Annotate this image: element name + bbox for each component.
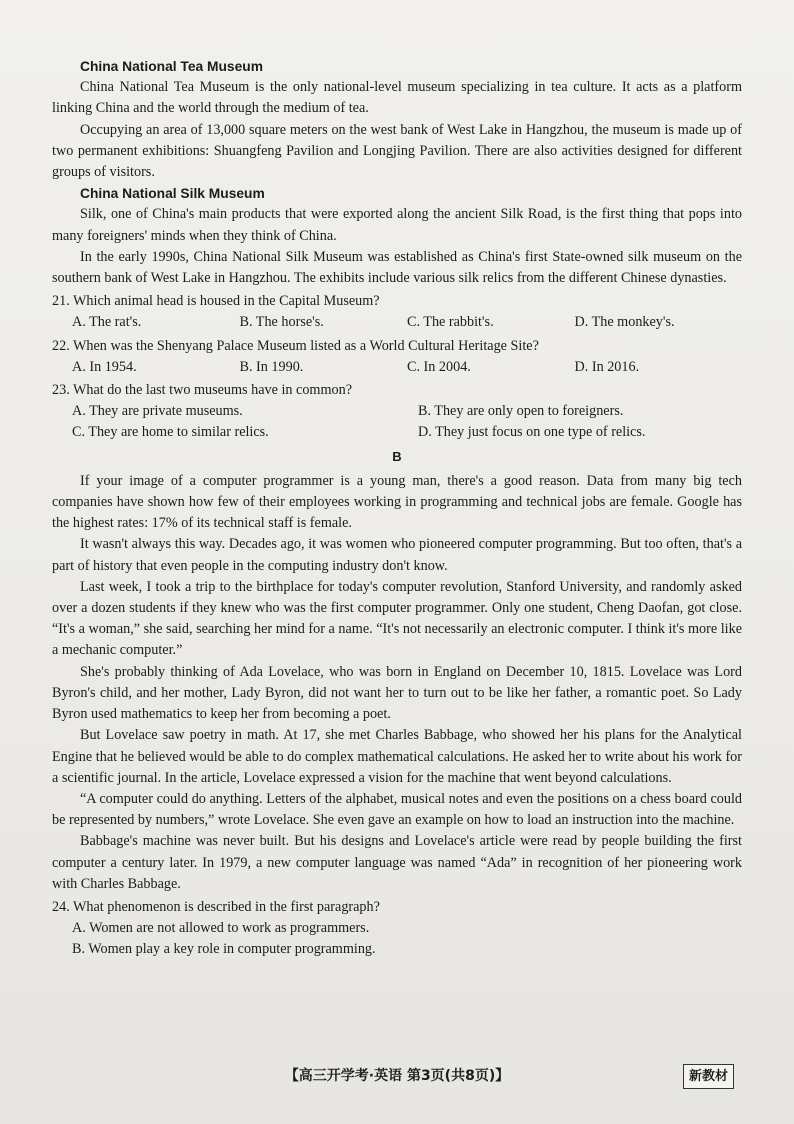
option-a: A. In 1954. <box>72 358 137 375</box>
option-b: B. They are only open to foreigners. <box>418 403 624 420</box>
paragraph: Last week, I took a trip to the birthplace for today's computer revolution, Stanford University, and randomly asked over a dozen students if they knew who was the first computer programmer. Only one student, Cheng Daofan, got close. “It's a woman,” she said, searching her mind for a name. “It's not necessarily an electronic computer. I think it's more like a mechanic computer.” <box>52 578 742 659</box>
paragraph: Silk, one of China's main products that were exported along the ancient Silk Road, is the first thing that pops into many foreigners' minds when they think of China. <box>52 206 742 244</box>
option-b: B. Women play a key role in computer programming. <box>72 941 376 958</box>
question-24: 24. What phenomenon is described in the first paragraph? <box>52 898 380 915</box>
paragraph: Babbage's machine was never built. But his designs and Lovelace's article were read by people building the first computer a century later. In 1979, a new computer language was named “Ada” in recognition of her pioneering work with Charles Babbage. <box>52 833 742 892</box>
paragraph: China National Tea Museum is the only national-level museum specializing in tea culture. It acts as a platform linking China and the world through the medium of tea. <box>52 79 742 117</box>
option-c: C. The rabbit's. <box>407 314 494 331</box>
question-21: 21. Which animal head is housed in the Capital Museum? <box>52 293 380 310</box>
section-label-b: B <box>392 448 402 464</box>
option-c: C. They are home to similar relics. <box>72 424 269 441</box>
option-d: D. The monkey's. <box>574 314 675 331</box>
options-23 <box>72 401 742 443</box>
option-b: B. In 1990. <box>239 358 304 375</box>
paragraph: In the early 1990s, China National Silk Museum was established as China's first State-owned silk museum on the southern bank of West Lake in Hangzhou. The exhibits include various silk relics from the different Chinese dynasties. <box>52 248 742 287</box>
options-22 <box>72 357 742 378</box>
heading-silk-museum: China National Silk Museum <box>80 186 265 202</box>
paragraph: But Lovelace saw poetry in math. At 17, she met Charles Babbage, who showed her his plans for the Analytical Engine that he believed would be able to do complex mathematical calculations. He asked her to write about his work for a scientific journal. In the article, Lovelace expressed a vision for the machine that went beyond calculations. <box>52 727 742 786</box>
paragraph: Occupying an area of 13,000 square meters on the west bank of West Lake in Hangzhou, the museum is made up of two permanent exhibitions: Shuangfeng Pavilion and Longjing Pavilion. There are also activities designed for different groups of visitors. <box>52 121 742 181</box>
question-22: 22. When was the Shenyang Palace Museum listed as a World Cultural Heritage Site? <box>52 337 539 354</box>
page-footer: 【高三开学考·英语 第3页(共8页)】 <box>284 1068 510 1084</box>
paragraph: “A computer could do anything. Letters of the alphabet, musical notes and even the positions on a chess board could be represented by numbers,” wrote Lovelace. She even gave an example on how to load an instruction into the machine. <box>52 790 742 829</box>
option-a: A. The rat's. <box>72 314 142 331</box>
paragraph: She's probably thinking of Ada Lovelace, who was born in England on December 10, 1815. Lovelace was Lord Byron's child, and her mother, Lady Byron, did not want her to turn out to be like her father, a romantic poet. So Lady Byron used mathematics to keep her from becoming a poet. <box>52 663 742 723</box>
option-a: A. Women are not allowed to work as programmers. <box>72 920 370 937</box>
options-21 <box>72 312 742 333</box>
paragraph: It wasn't always this way. Decades ago, it was women who pioneered computer programming. But too often, that's a part of history that even people in the computing industry don't know. <box>52 536 742 574</box>
option-d: D. They just focus on one type of relics. <box>418 424 646 441</box>
option-a: A. They are private museums. <box>72 403 243 420</box>
option-c: C. In 2004. <box>407 358 471 375</box>
heading-tea-museum: China National Tea Museum <box>80 59 263 74</box>
new-textbook-badge: 新教材 <box>683 1064 734 1089</box>
paragraph: If your image of a computer programmer is a young man, there's a good reason. Data from many big tech companies have shown how few of their employees working in programming and technical jobs are female. Google has the highest rates: 17% of its technical staff is female. <box>52 472 742 532</box>
option-b: B. The horse's. <box>239 314 324 331</box>
question-23: 23. What do the last two museums have in common? <box>52 382 352 399</box>
option-d: D. In 2016. <box>574 358 640 375</box>
